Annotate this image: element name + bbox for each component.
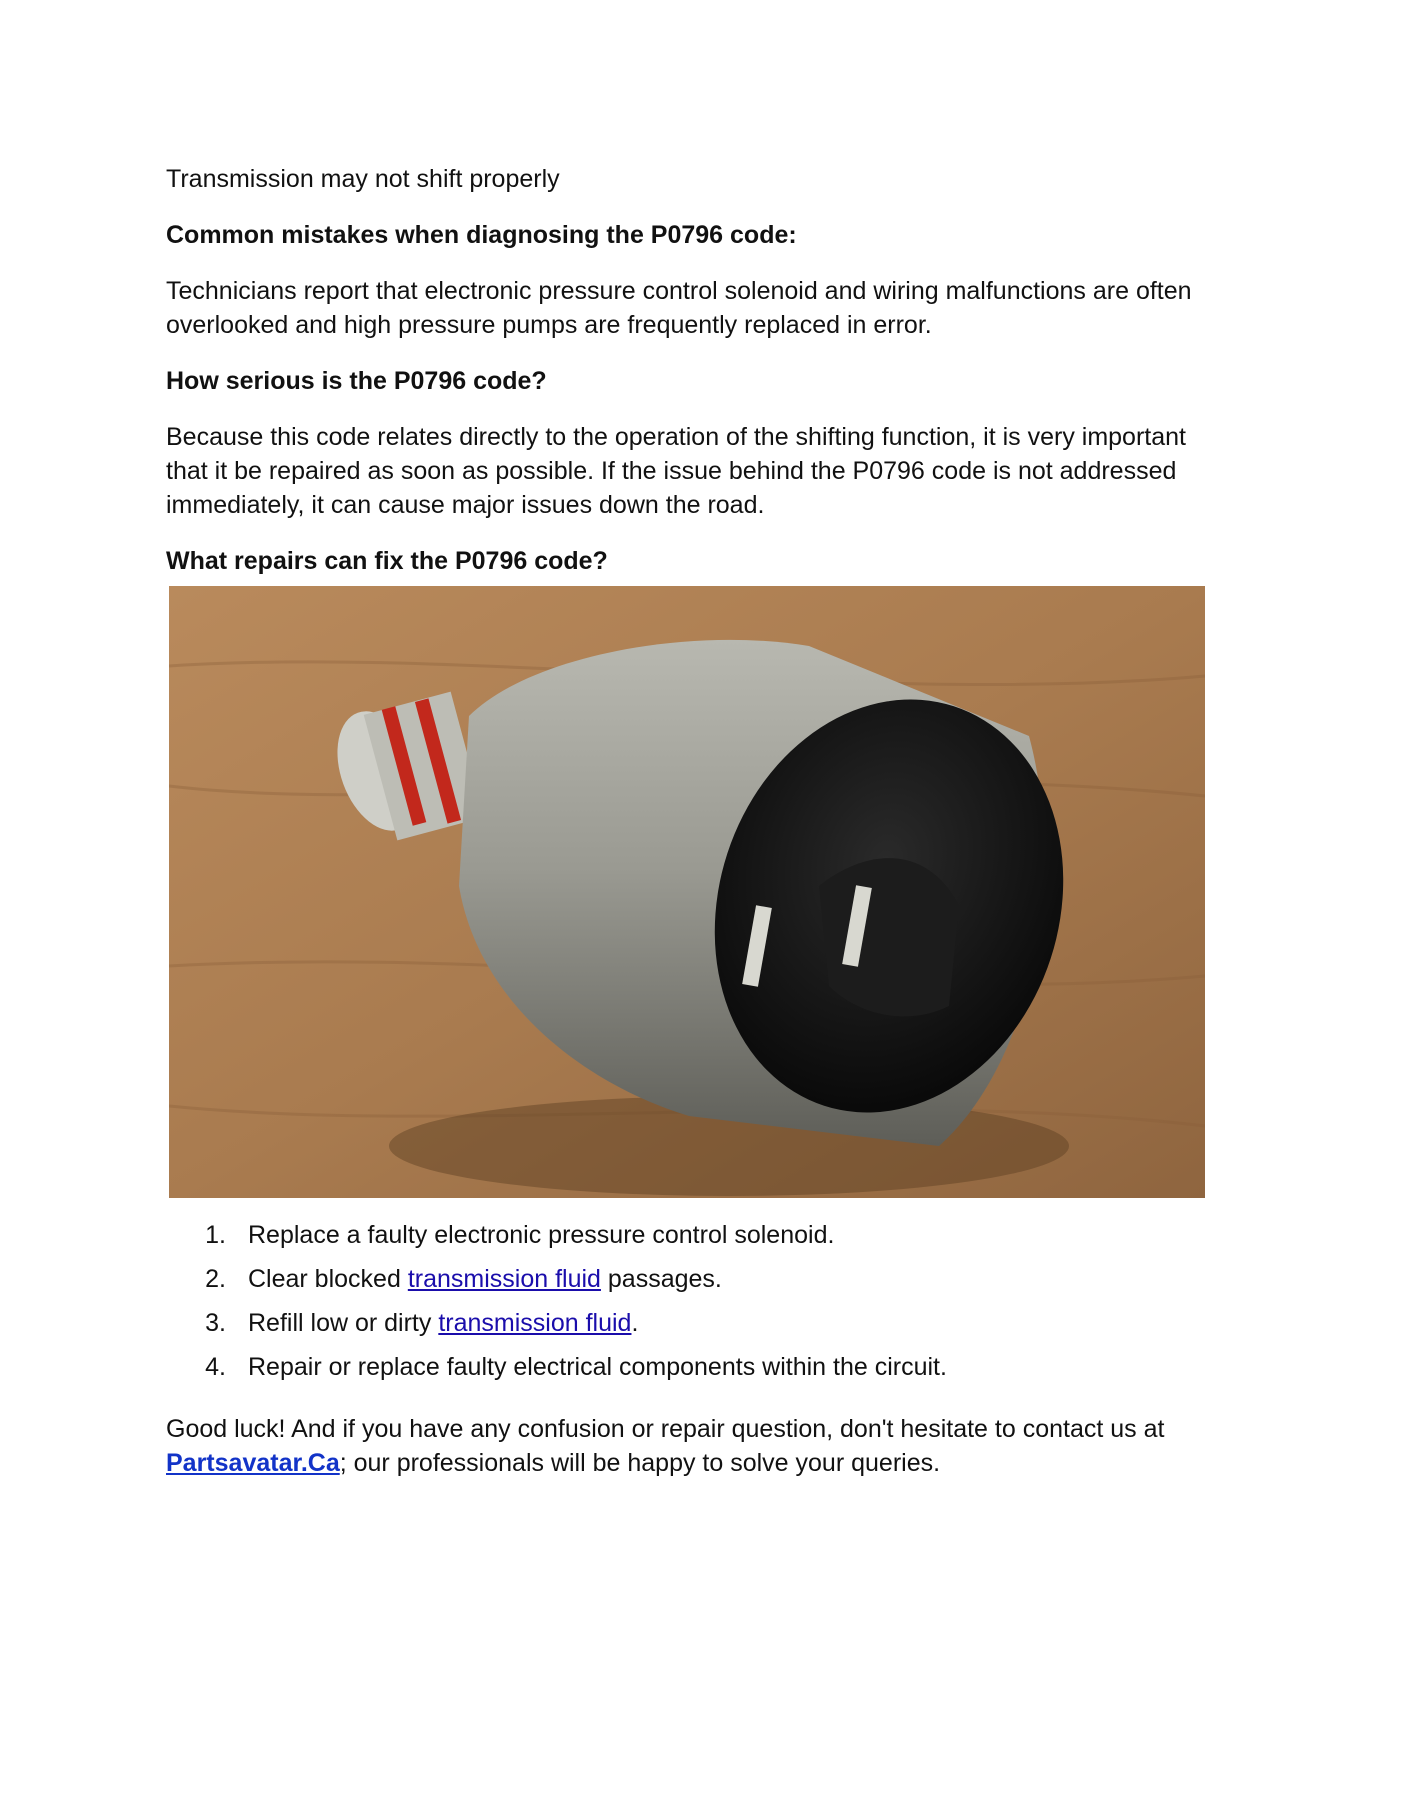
list-number: 1. (205, 1221, 226, 1249)
list-item-text: Clear blocked (248, 1265, 408, 1293)
transmission-fluid-link[interactable]: transmission fluid (407, 1265, 601, 1293)
list-number: 2. (205, 1265, 226, 1293)
closing-text: ; our professionals will be happy to solve your queries. (339, 1449, 941, 1477)
closing-text: Good luck! And if you have any confusion or repair question, don't hesitate to contact us at (166, 1415, 1165, 1443)
solenoid-photo (169, 586, 1205, 1198)
transmission-fluid-link[interactable]: transmission fluid (438, 1309, 632, 1337)
list-number: 3. (205, 1309, 226, 1337)
mistakes-heading: Common mistakes when diagnosing the P0796 code: (166, 221, 797, 249)
serious-heading: How serious is the P0796 code? (166, 367, 547, 395)
list-item (166, 1350, 1226, 1384)
closing-paragraph (166, 1412, 1226, 1480)
list-number: 4. (205, 1353, 226, 1381)
mistakes-paragraph: Technicians report that electronic pressure control solenoid and wiring malfunctions are often overlooked and high pressure pumps are frequently replaced in error. (166, 277, 1192, 339)
document-page (166, 162, 1226, 1480)
partsavatar-link[interactable]: Partsavatar.Ca (166, 1449, 340, 1477)
repairs-list (166, 1218, 1226, 1384)
list-item-text: Refill low or dirty (248, 1309, 439, 1337)
serious-paragraph: Because this code relates directly to the operation of the shifting function, it is very important that it be repaired as soon as possible. If the issue behind the P0796 code is not addressed immediately, it can cause major issues down the road. (166, 423, 1186, 519)
intro-line: Transmission may not shift properly (166, 165, 560, 193)
repairs-heading: What repairs can fix the P0796 code? (166, 547, 608, 575)
list-item (166, 1218, 1226, 1252)
list-item-text: Repair or replace faulty electrical components within the circuit. (248, 1353, 947, 1381)
list-item (166, 1306, 1226, 1340)
list-item (166, 1262, 1226, 1296)
list-item-text: . (631, 1309, 639, 1337)
list-item-text: passages. (600, 1265, 722, 1293)
list-item-text: Replace a faulty electronic pressure control solenoid. (248, 1221, 835, 1249)
